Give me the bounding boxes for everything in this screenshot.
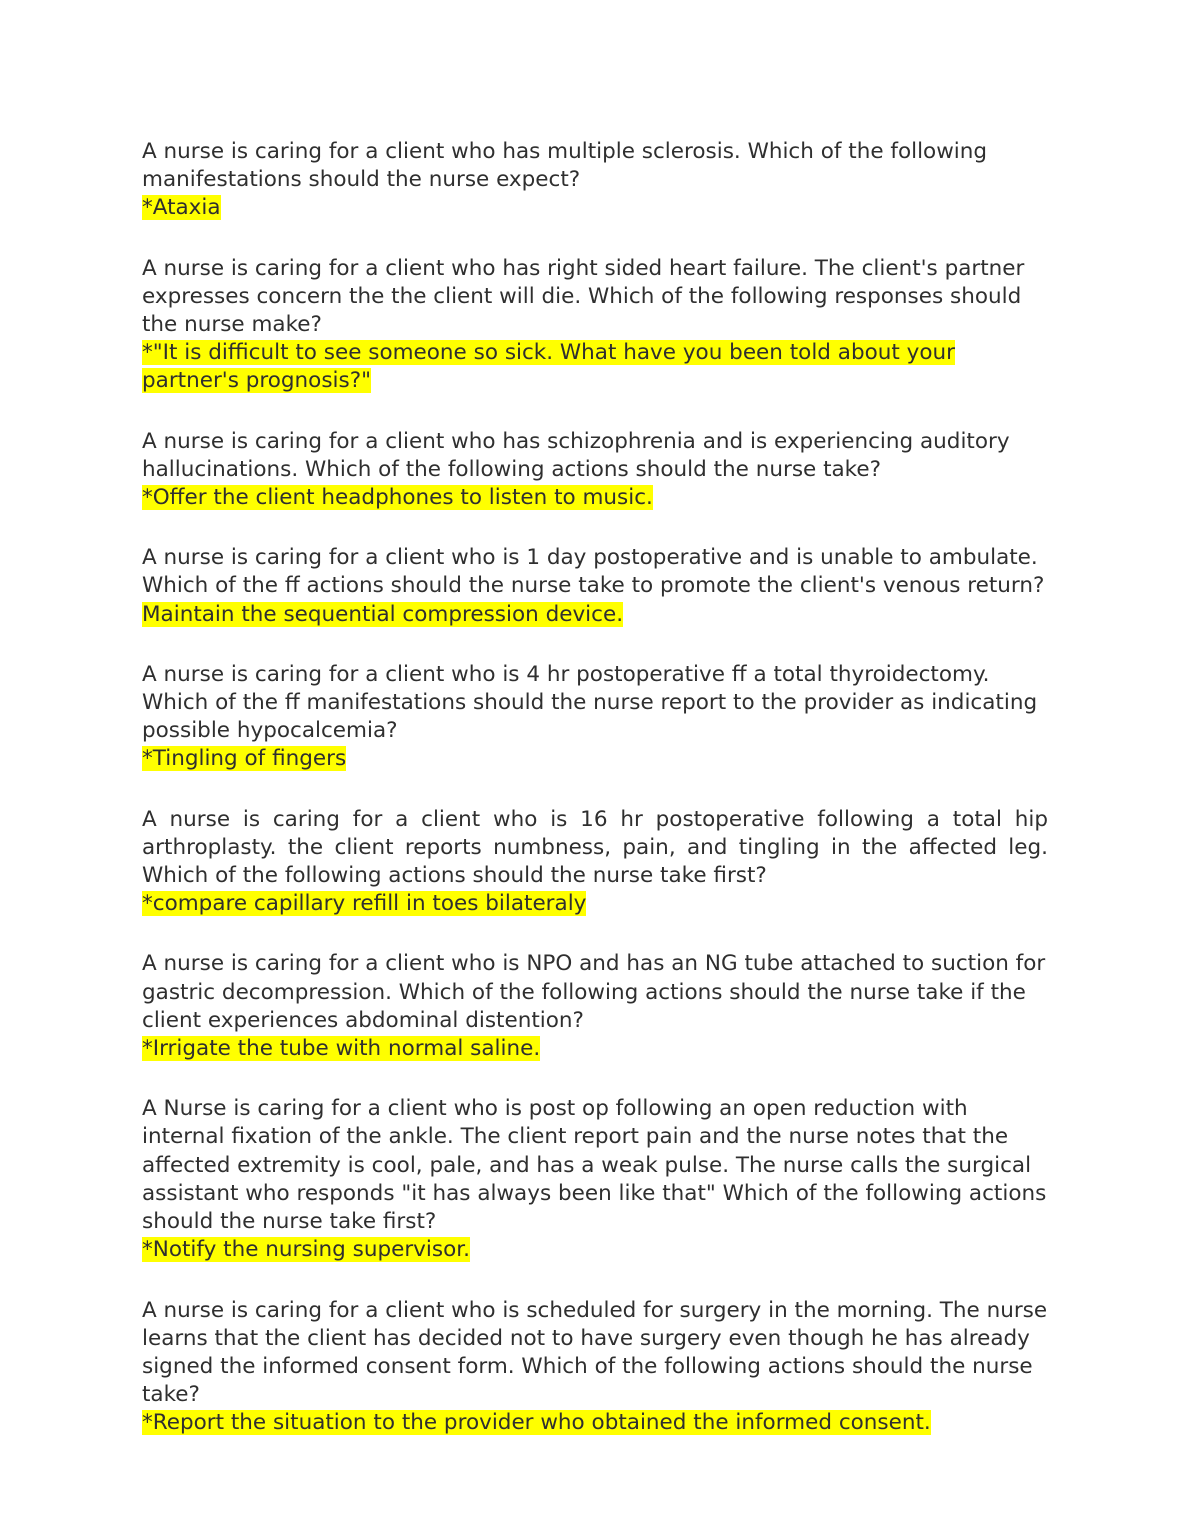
qa-block xyxy=(142,950,1048,1063)
qa-block xyxy=(142,255,1048,396)
qa-block xyxy=(142,138,1048,223)
qa-block xyxy=(142,544,1048,629)
qa-block xyxy=(142,428,1048,513)
question-stem: A Nurse is caring for a client who is post op following an open reduction with internal fixation of the ankle. The client report pain and the nurse notes that the affected extremity is cool, pale, and has a weak pulse. The nurse calls the surgical assistant who responds "it has always been like that" Which of the following actions should the nurse take first? xyxy=(142,1096,1047,1235)
answer-highlight: Maintain the sequential compression device. xyxy=(142,601,624,627)
answer-highlight: *Report the situation to the provider who obtained the informed consent. xyxy=(142,1410,931,1436)
answer-highlight: *Ataxia xyxy=(142,195,221,221)
answer-highlight: *Irrigate the tube with normal saline. xyxy=(142,1036,541,1062)
question-stem: A nurse is caring for a client who has right sided heart failure. The client's partner expresses concern the the client will die. Which of the following responses should the nurse make? xyxy=(142,255,1025,338)
qa-block xyxy=(142,806,1048,919)
qa-block xyxy=(142,661,1048,774)
qa-block xyxy=(142,1095,1048,1264)
question-stem: A nurse is caring for a client who is scheduled for surgery in the morning. The nurse learns that the client has decided not to have surgery even though he has already signed the informed consent form. Which of the following actions should the nurse take? xyxy=(142,1297,1048,1408)
question-stem: A nurse is caring for a client who has schizophrenia and is experiencing auditory hallucinations. Which of the following actions should the nurse take? xyxy=(142,428,1010,482)
answer-highlight: *compare capillary refill in toes bilateraly xyxy=(142,891,587,917)
answer-highlight: *"It is difficult to see someone so sick. What have you been told about your partner's prognosis?" xyxy=(142,340,955,394)
answer-highlight: *Notify the nursing supervisor. xyxy=(142,1237,470,1263)
answer-highlight: *Offer the client headphones to listen to music. xyxy=(142,485,653,511)
answer-highlight: *Tingling of fingers xyxy=(142,746,347,772)
question-stem: A nurse is caring for a client who is 16 hr postoperative following a total hip arthroplasty. the client reports numbness, pain, and tingling in the affected leg. Which of the following actions should the nurse take first? xyxy=(142,806,1048,889)
question-stem: A nurse is caring for a client who is NPO and has an NG tube attached to suction for gastric decompression. Which of the following actions should the nurse take if the client experiences abdominal distention? xyxy=(142,951,1046,1033)
question-stem: A nurse is caring for a client who has multiple sclerosis. Which of the following manifestations should the nurse expect? xyxy=(142,139,988,193)
qa-block xyxy=(142,1297,1048,1438)
question-stem: A nurse is caring for a client who is 1 day postoperative and is unable to ambulate. Which of the ff actions should the nurse take to promote the client's venous return? xyxy=(142,545,1045,599)
question-stem: A nurse is caring for a client who is 4 hr postoperative ff a total thyroidectomy. Which of the ff manifestations should the nurse report to the provider as indicating possible hypocalcemia? xyxy=(142,661,1038,744)
document-body xyxy=(142,138,1048,1438)
